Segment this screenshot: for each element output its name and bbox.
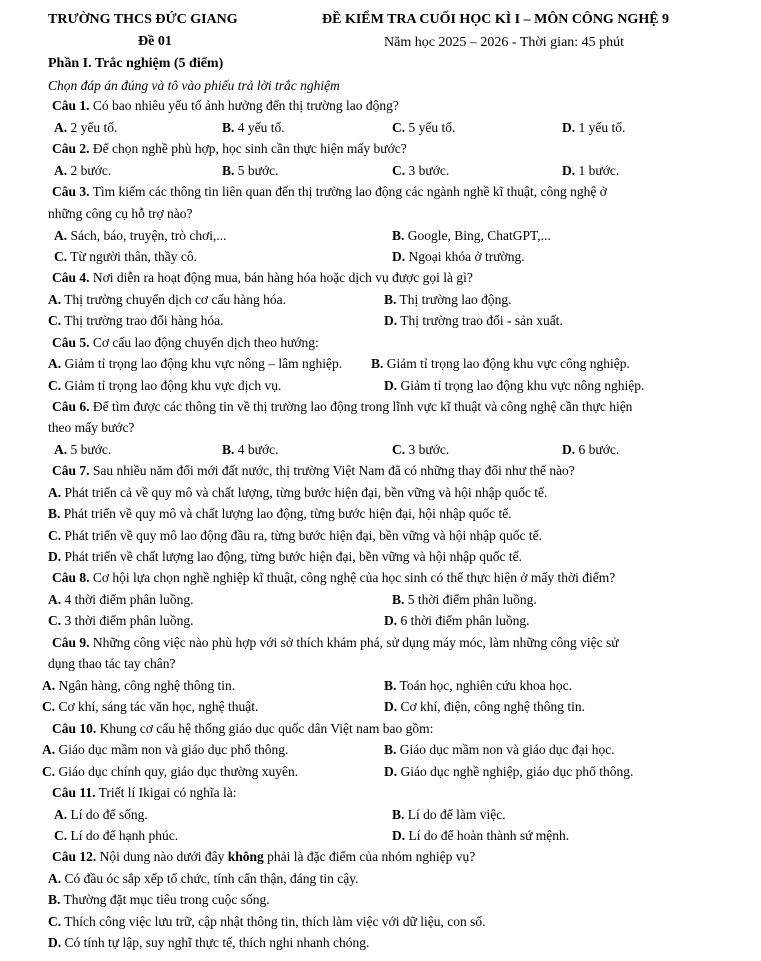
question-6-cont: theo mấy bước? bbox=[48, 420, 135, 435]
q3-option-b: B. Google, Bing, ChatGPT,... bbox=[392, 228, 551, 243]
exam-code: Đề 01 bbox=[138, 34, 172, 49]
q4-option-d: D. Thị trường trao đổi - sản xuất. bbox=[384, 313, 563, 328]
q10-option-a: A. Giáo dục mầm non và giáo dục phổ thông. bbox=[42, 742, 289, 757]
exam-title: ĐỀ KIỂM TRA CUỐI HỌC KÌ I – MÔN CÔNG NGHỆ 9 bbox=[322, 12, 670, 27]
question-12: Câu 12. Nội dung nào dưới đây không phải là đặc điểm của nhóm nghiệp vụ? bbox=[52, 849, 476, 864]
question-1: Câu 1. Có bao nhiêu yếu tố ảnh hưởng đến thị trường lao động? bbox=[52, 98, 399, 113]
q2-option-d: D. 1 bước. bbox=[562, 163, 620, 178]
q9-option-a: A. Ngân hàng, công nghệ thông tin. bbox=[42, 678, 236, 693]
q6-option-a: A. 5 bước. bbox=[54, 442, 112, 457]
q8-option-a: A. 4 thời điểm phân luồng. bbox=[48, 592, 194, 607]
section-instruction: Chọn đáp án đúng và tô vào phiếu trả lời trắc nghiệm bbox=[48, 78, 340, 93]
q11-option-d: D. Lí do để hoàn thành sứ mệnh. bbox=[392, 828, 570, 843]
question-8: Câu 8. Cơ hội lựa chọn nghề nghiệp kĩ thuật, công nghệ của học sinh có thể thực hiện ở mấy thời điểm? bbox=[52, 570, 616, 585]
q8-option-b: B. 5 thời điểm phân luồng. bbox=[392, 592, 537, 607]
question-2: Câu 2. Để chọn nghề phù hợp, học sinh cần thực hiện mấy bước? bbox=[52, 141, 407, 156]
q5-option-c: C. Giảm tỉ trọng lao động khu vực dịch vụ. bbox=[48, 378, 282, 393]
q7-option-d: D. Phát triển về chất lượng lao động, từng bước hiện đại, bền vững và hội nhập quốc tế. bbox=[48, 549, 522, 564]
q4-option-a: A. Thị trường chuyển dịch cơ cấu hàng hóa. bbox=[48, 292, 287, 307]
question-10: Câu 10. Khung cơ cấu hệ thống giáo dục quốc dân Việt nam bao gồm: bbox=[52, 721, 434, 736]
q5-option-b: B. Giảm tỉ trọng lao động khu vực công nghiệp. bbox=[371, 356, 630, 371]
q6-option-c: C. 3 bước. bbox=[392, 442, 450, 457]
q2-option-b: B. 5 bước. bbox=[222, 163, 279, 178]
q10-option-c: C. Giáo dục chính quy, giáo dục thường xuyên. bbox=[42, 764, 299, 779]
school-year-time: Năm học 2025 – 2026 - Thời gian: 45 phút bbox=[384, 35, 625, 50]
question-4: Câu 4. Nơi diễn ra hoạt động mua, bán hàng hóa hoặc dịch vụ được gọi là gì? bbox=[52, 270, 473, 285]
q9-option-c: C. Cơ khí, sáng tác văn học, nghệ thuật. bbox=[42, 699, 259, 714]
q3-option-d: D. Ngoại khóa ở trường. bbox=[392, 249, 525, 264]
q9-option-b: B. Toán học, nghiên cứu khoa học. bbox=[384, 678, 572, 693]
q2-option-c: C. 3 bước. bbox=[392, 163, 450, 178]
q1-option-c: C. 5 yếu tố. bbox=[392, 120, 456, 135]
q8-option-c: C. 3 thời điểm phân luồng. bbox=[48, 613, 194, 628]
q12-option-b: B. Thường đặt mục tiêu trong cuộc sống. bbox=[48, 892, 270, 907]
question-3: Câu 3. Tìm kiếm các thông tin liên quan đến thị trường lao động các ngành nghề kĩ thuật, công nghệ ở bbox=[52, 184, 607, 199]
question-7: Câu 7. Sau nhiều năm đổi mới đất nước, thị trường Việt Nam đã có những thay đổi như thế nào? bbox=[52, 463, 575, 478]
q5-option-d: D. Giảm tỉ trọng lao động khu vực nông nghiệp. bbox=[384, 378, 645, 393]
school-name: TRƯỜNG THCS ĐỨC GIANG bbox=[48, 12, 238, 27]
q12-option-c: C. Thích công việc lưu trữ, cập nhật thông tin, thích làm việc với dữ liệu, con số. bbox=[48, 914, 486, 929]
q10-option-b: B. Giáo dục mầm non và giáo dục đại học. bbox=[384, 742, 615, 757]
question-11: Câu 11. Triết lí Ikigai có nghĩa là: bbox=[52, 785, 237, 800]
q7-option-c: C. Phát triển về quy mô lao động đầu ra, từng bước hiện đại, bền vững và hội nhập quốc tế. bbox=[48, 528, 542, 543]
q10-option-d: D. Giáo dục nghề nghiệp, giáo dục phổ thông. bbox=[384, 764, 634, 779]
q5-option-a: A. Giảm tỉ trọng lao động khu vực nông – lâm nghiệp. bbox=[48, 356, 343, 371]
question-5: Câu 5. Cơ cấu lao động chuyển dịch theo hướng: bbox=[52, 335, 319, 350]
section-title: Phần I. Trắc nghiệm (5 điểm) bbox=[48, 56, 224, 71]
q11-option-a: A. Lí do để sống. bbox=[54, 807, 148, 822]
q12-option-a: A. Có đầu óc sắp xếp tổ chức, tính cẩn thận, đáng tin cậy. bbox=[48, 871, 359, 886]
q4-option-b: B. Thị trường lao động. bbox=[384, 292, 512, 307]
q1-option-a: A. 2 yếu tố. bbox=[54, 120, 118, 135]
q9-option-d: D. Cơ khí, điện, công nghệ thông tin. bbox=[384, 699, 585, 714]
q4-option-c: C. Thị trường trao đổi hàng hóa. bbox=[48, 313, 224, 328]
q11-option-c: C. Lí do để hạnh phúc. bbox=[54, 828, 179, 843]
q11-option-b: B. Lí do để làm việc. bbox=[392, 807, 506, 822]
question-9: Câu 9. Những công việc nào phù hợp với sở thích khám phá, sử dụng máy móc, làm những công việc sử bbox=[52, 635, 619, 650]
q3-option-c: C. Từ người thân, thầy cô. bbox=[54, 249, 198, 264]
q7-option-a: A. Phát triển cả về quy mô và chất lượng, từng bước hiện đại, bền vững và hội nhập quốc tế. bbox=[48, 485, 548, 500]
q7-option-b: B. Phát triển về quy mô và chất lượng lao động, từng bước hiện đại, hội nhập quốc tế. bbox=[48, 506, 512, 521]
q8-option-d: D. 6 thời điểm phân luồng. bbox=[384, 613, 530, 628]
q3-option-a: A. Sách, báo, truyện, trò chơi,... bbox=[54, 228, 227, 243]
q2-option-a: A. 2 bước. bbox=[54, 163, 112, 178]
question-3-cont: những công cụ hỗ trợ nào? bbox=[48, 206, 193, 221]
q1-option-b: B. 4 yếu tố. bbox=[222, 120, 285, 135]
question-9-cont: dụng thao tác tay chân? bbox=[48, 656, 176, 671]
question-6: Câu 6. Để tìm được các thông tin về thị trường lao động trong lĩnh vực kĩ thuật và công nghệ cần thực hiện bbox=[52, 399, 633, 414]
q6-option-b: B. 4 bước. bbox=[222, 442, 279, 457]
q6-option-d: D. 6 bước. bbox=[562, 442, 620, 457]
q1-option-d: D. 1 yếu tố. bbox=[562, 120, 626, 135]
q12-option-d: D. Có tính tự lập, suy nghĩ thực tế, thích nghi nhanh chóng. bbox=[48, 935, 370, 950]
